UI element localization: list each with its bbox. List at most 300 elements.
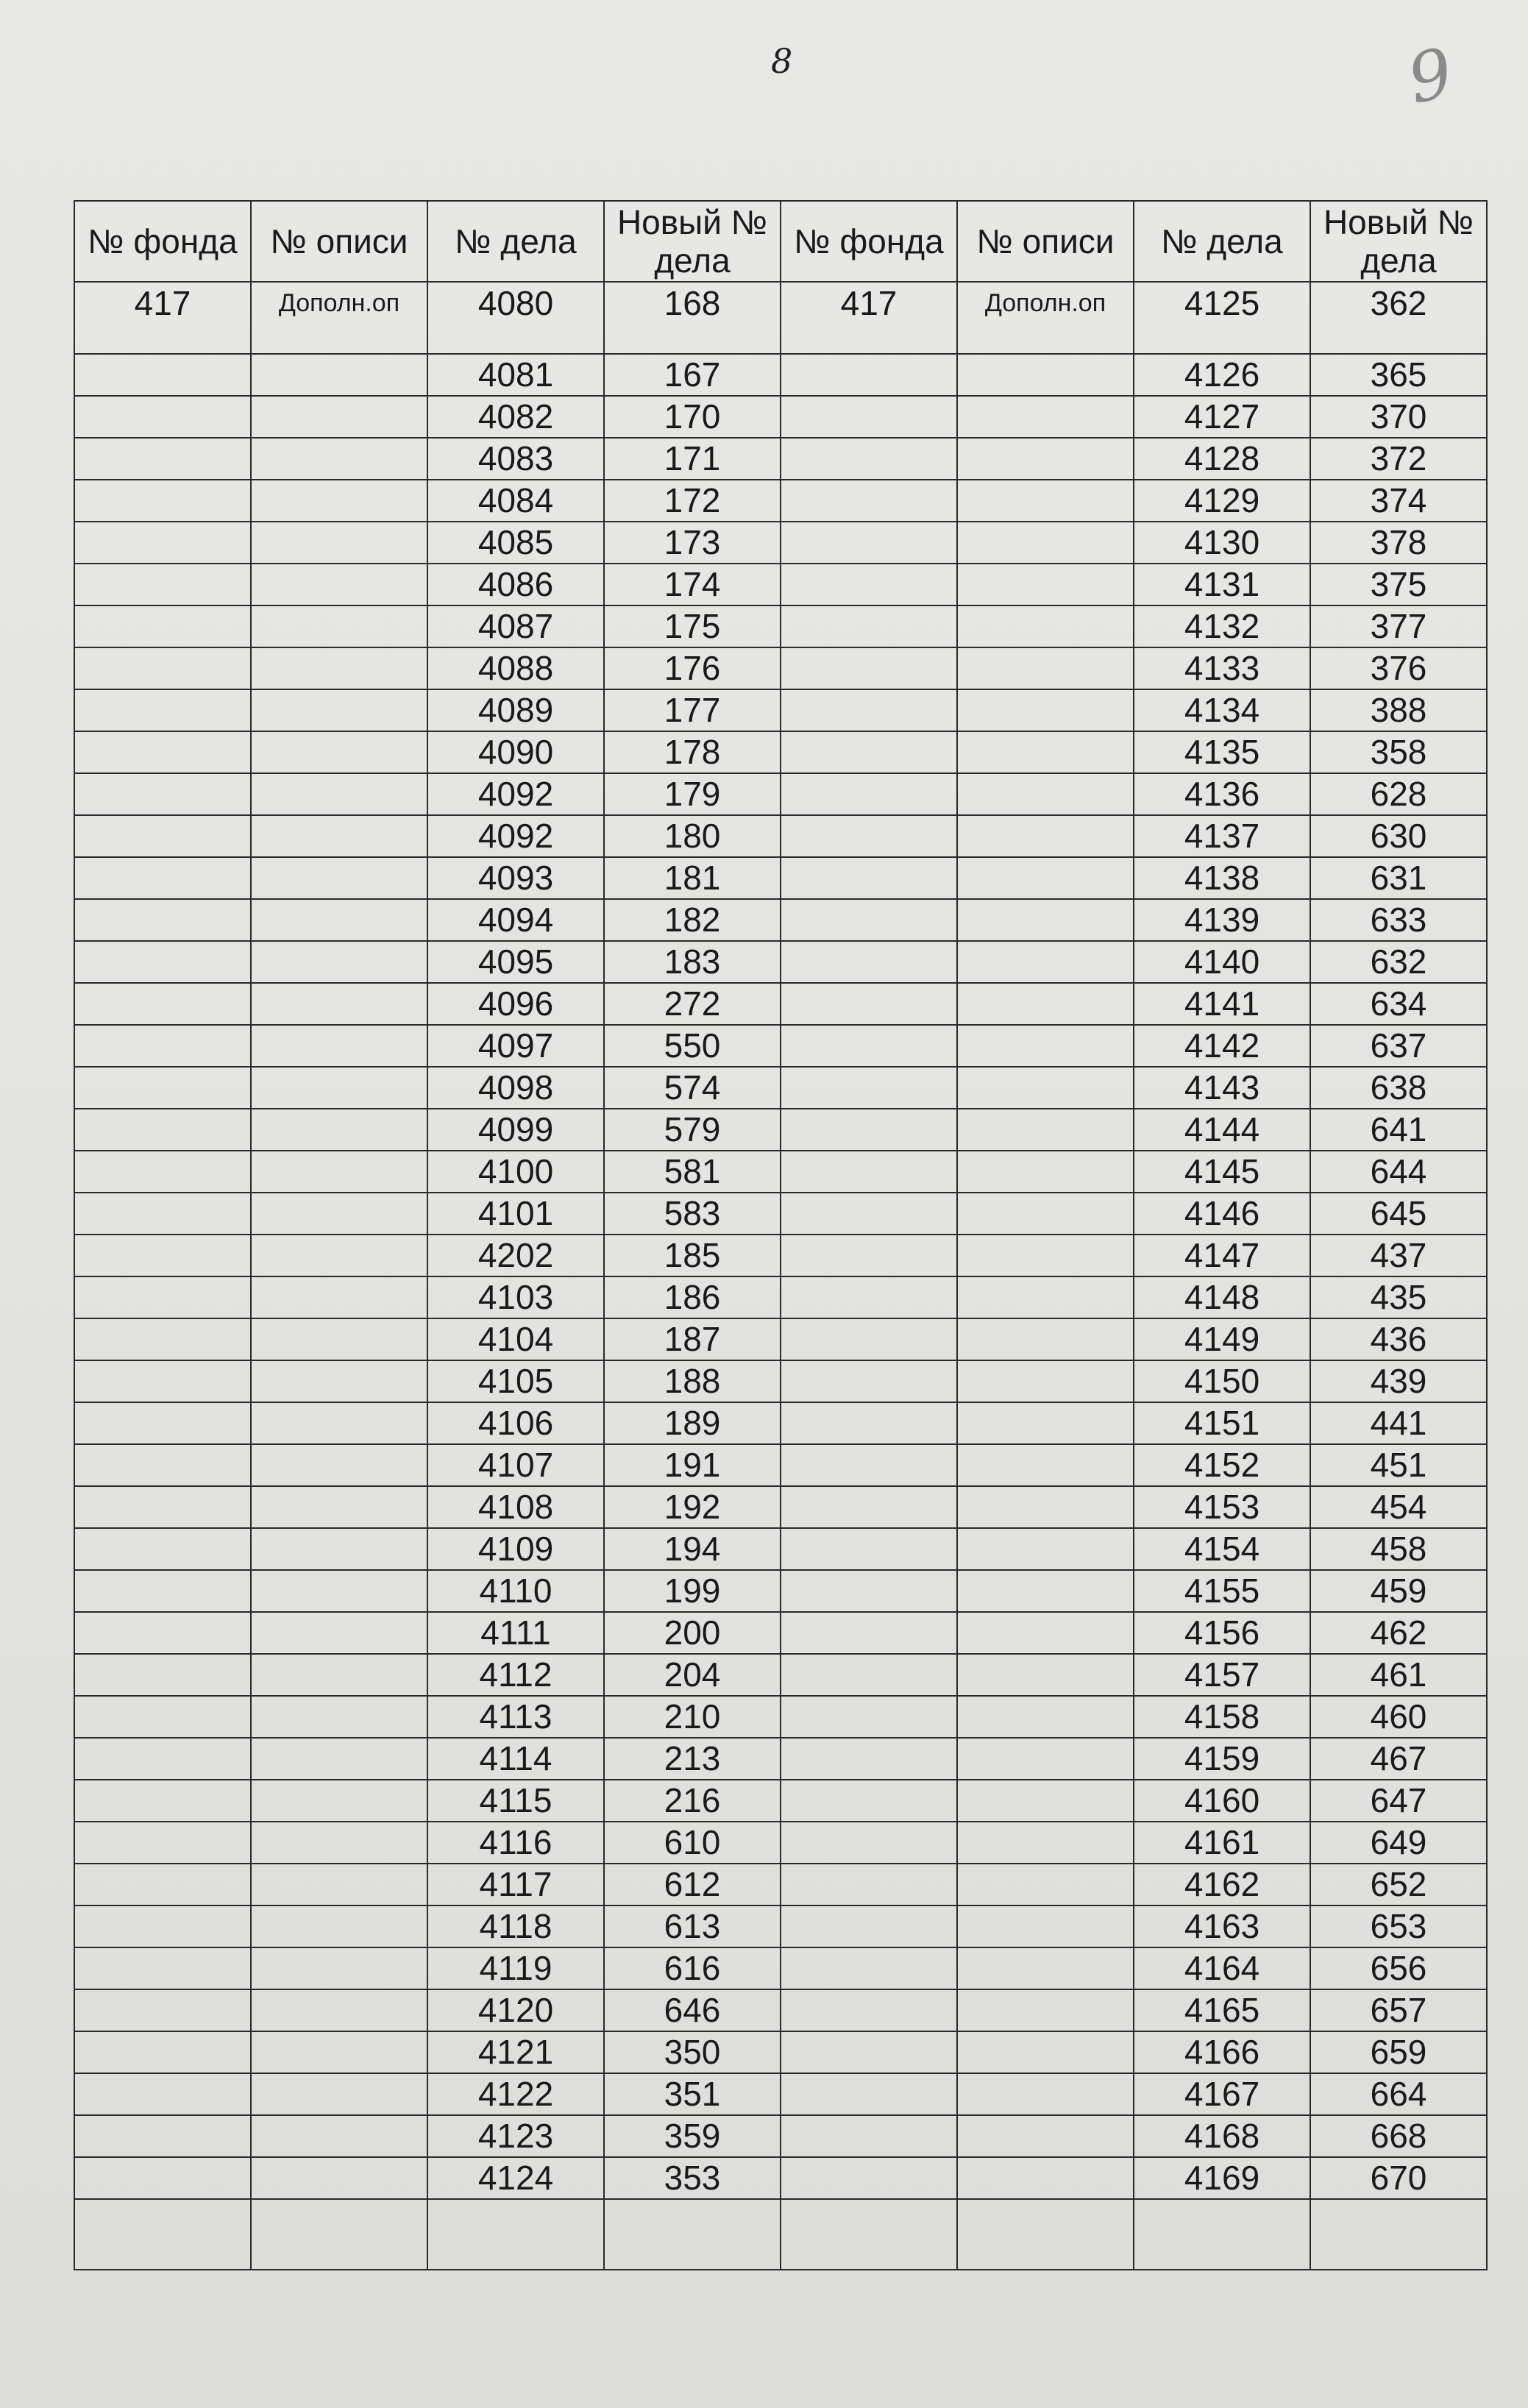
fond-cell xyxy=(781,1780,957,1822)
new-delo-cell: 377 xyxy=(1310,605,1487,647)
opis-cell xyxy=(957,983,1134,1025)
fond-cell xyxy=(781,1528,957,1570)
table-row xyxy=(74,2031,1487,2073)
fond-cell xyxy=(781,480,957,522)
fond-cell xyxy=(74,438,251,480)
fond-cell xyxy=(74,983,251,1025)
new-delo-cell: 634 xyxy=(1310,983,1487,1025)
opis-cell xyxy=(957,605,1134,647)
opis-cell xyxy=(251,1486,427,1528)
table-row xyxy=(74,1235,1487,1276)
delo-cell: 4119 xyxy=(427,1947,604,1989)
delo-cell: 4145 xyxy=(1134,1151,1310,1193)
table-row xyxy=(74,282,1487,354)
new-delo-cell: 171 xyxy=(604,438,781,480)
opis-cell xyxy=(957,1067,1134,1109)
delo-cell: 4090 xyxy=(427,731,604,773)
delo-cell: 4136 xyxy=(1134,773,1310,815)
fond-cell xyxy=(74,647,251,689)
new-delo-cell: 353 xyxy=(604,2157,781,2199)
new-delo-cell: 170 xyxy=(604,396,781,438)
delo-cell: 4134 xyxy=(1134,689,1310,731)
new-delo-cell: 374 xyxy=(1310,480,1487,522)
delo-cell: 4141 xyxy=(1134,983,1310,1025)
opis-cell xyxy=(251,2031,427,2073)
new-delo-cell: 435 xyxy=(1310,1276,1487,1318)
table-row xyxy=(74,1151,1487,1193)
fond-cell xyxy=(781,689,957,731)
new-delo-cell: 388 xyxy=(1310,689,1487,731)
opis-cell xyxy=(251,605,427,647)
opis-cell xyxy=(251,1025,427,1067)
delo-cell: 4093 xyxy=(427,857,604,899)
fond-cell: 417 xyxy=(781,282,957,354)
new-delo-cell: 350 xyxy=(604,2031,781,2073)
new-delo-cell: 372 xyxy=(1310,438,1487,480)
fond-cell xyxy=(74,1486,251,1528)
empty-cell xyxy=(427,2199,604,2270)
fond-cell xyxy=(74,480,251,522)
delo-cell: 4168 xyxy=(1134,2115,1310,2157)
new-delo-cell: 613 xyxy=(604,1906,781,1947)
new-delo-cell: 436 xyxy=(1310,1318,1487,1360)
new-delo-cell: 216 xyxy=(604,1780,781,1822)
delo-cell: 4081 xyxy=(427,354,604,396)
delo-cell: 4131 xyxy=(1134,564,1310,605)
opis-cell xyxy=(957,1570,1134,1612)
table-row xyxy=(74,1864,1487,1906)
new-delo-cell: 174 xyxy=(604,564,781,605)
opis-cell xyxy=(957,1780,1134,1822)
new-delo-cell: 375 xyxy=(1310,564,1487,605)
new-delo-cell: 204 xyxy=(604,1654,781,1696)
fond-cell xyxy=(781,1612,957,1654)
delo-cell: 4099 xyxy=(427,1109,604,1151)
new-delo-cell: 186 xyxy=(604,1276,781,1318)
new-delo-cell: 616 xyxy=(604,1947,781,1989)
opis-cell xyxy=(957,480,1134,522)
new-delo-cell: 167 xyxy=(604,354,781,396)
fond-cell xyxy=(74,941,251,983)
opis-cell xyxy=(957,2115,1134,2157)
delo-cell: 4159 xyxy=(1134,1738,1310,1780)
opis-cell xyxy=(957,396,1134,438)
opis-cell xyxy=(957,564,1134,605)
new-delo-cell: 462 xyxy=(1310,1612,1487,1654)
fond-cell xyxy=(781,1444,957,1486)
fond-cell xyxy=(781,1109,957,1151)
empty-cell xyxy=(74,2199,251,2270)
opis-cell xyxy=(251,1864,427,1906)
delo-cell: 4151 xyxy=(1134,1402,1310,1444)
new-delo-cell: 581 xyxy=(604,1151,781,1193)
opis-cell xyxy=(251,1822,427,1864)
fond-cell xyxy=(74,1738,251,1780)
new-delo-cell: 175 xyxy=(604,605,781,647)
delo-cell: 4139 xyxy=(1134,899,1310,941)
delo-cell: 4133 xyxy=(1134,647,1310,689)
new-delo-cell: 181 xyxy=(604,857,781,899)
delo-cell: 4115 xyxy=(427,1780,604,1822)
fond-cell xyxy=(781,1947,957,1989)
opis-cell xyxy=(251,1780,427,1822)
table-row xyxy=(74,1109,1487,1151)
new-delo-cell: 362 xyxy=(1310,282,1487,354)
opis-cell xyxy=(957,1696,1134,1738)
fond-cell xyxy=(781,1067,957,1109)
fond-cell: 417 xyxy=(74,282,251,354)
new-delo-cell: 637 xyxy=(1310,1025,1487,1067)
new-delo-cell: 628 xyxy=(1310,773,1487,815)
fond-cell xyxy=(74,396,251,438)
fond-cell xyxy=(74,1696,251,1738)
fond-cell xyxy=(781,1486,957,1528)
fond-cell xyxy=(781,983,957,1025)
delo-cell: 4162 xyxy=(1134,1864,1310,1906)
opis-cell xyxy=(251,1151,427,1193)
delo-cell: 4156 xyxy=(1134,1612,1310,1654)
opis-cell xyxy=(251,1612,427,1654)
new-delo-cell: 168 xyxy=(604,282,781,354)
new-delo-cell: 182 xyxy=(604,899,781,941)
opis-cell xyxy=(957,1276,1134,1318)
table-row xyxy=(74,396,1487,438)
delo-cell: 4105 xyxy=(427,1360,604,1402)
fond-cell xyxy=(74,1906,251,1947)
fond-cell xyxy=(781,564,957,605)
delo-cell: 4149 xyxy=(1134,1318,1310,1360)
fond-cell xyxy=(781,605,957,647)
new-delo-cell: 653 xyxy=(1310,1906,1487,1947)
new-delo-cell: 460 xyxy=(1310,1696,1487,1738)
fond-cell xyxy=(74,522,251,564)
table-row xyxy=(74,1067,1487,1109)
fond-cell xyxy=(74,1444,251,1486)
case-renumbering-table xyxy=(74,200,1488,2270)
table-row xyxy=(74,522,1487,564)
delo-cell: 4092 xyxy=(427,773,604,815)
delo-cell: 4101 xyxy=(427,1193,604,1235)
header-fond: № фонда xyxy=(74,201,251,282)
new-delo-cell: 461 xyxy=(1310,1654,1487,1696)
delo-cell: 4125 xyxy=(1134,282,1310,354)
delo-cell: 4143 xyxy=(1134,1067,1310,1109)
delo-cell: 4086 xyxy=(427,564,604,605)
table-row xyxy=(74,857,1487,899)
header-fond: № фонда xyxy=(781,201,957,282)
fond-cell xyxy=(781,1276,957,1318)
table-row xyxy=(74,438,1487,480)
delo-cell: 4108 xyxy=(427,1486,604,1528)
new-delo-cell: 192 xyxy=(604,1486,781,1528)
new-delo-cell: 180 xyxy=(604,815,781,857)
opis-cell: Дополн.оп xyxy=(957,282,1134,354)
empty-cell xyxy=(781,2199,957,2270)
header-opis: № описи xyxy=(251,201,427,282)
fond-cell xyxy=(74,1318,251,1360)
delo-cell: 4157 xyxy=(1134,1654,1310,1696)
delo-cell: 4084 xyxy=(427,480,604,522)
delo-cell: 4138 xyxy=(1134,857,1310,899)
new-delo-cell: 630 xyxy=(1310,815,1487,857)
delo-cell: 4095 xyxy=(427,941,604,983)
new-delo-cell: 189 xyxy=(604,1402,781,1444)
fond-cell xyxy=(74,605,251,647)
new-delo-cell: 657 xyxy=(1310,1989,1487,2031)
opis-cell xyxy=(251,1193,427,1235)
table-row xyxy=(74,941,1487,983)
opis-cell: Дополн.оп xyxy=(251,282,427,354)
delo-cell: 4121 xyxy=(427,2031,604,2073)
new-delo-cell: 550 xyxy=(604,1025,781,1067)
opis-cell xyxy=(957,1151,1134,1193)
table-row xyxy=(74,2157,1487,2199)
fond-cell xyxy=(74,1864,251,1906)
delo-cell: 4083 xyxy=(427,438,604,480)
delo-cell: 4111 xyxy=(427,1612,604,1654)
opis-cell xyxy=(957,1318,1134,1360)
opis-cell xyxy=(957,773,1134,815)
delo-cell: 4100 xyxy=(427,1151,604,1193)
new-delo-cell: 194 xyxy=(604,1528,781,1570)
new-delo-cell: 441 xyxy=(1310,1402,1487,1444)
fond-cell xyxy=(74,1402,251,1444)
table-row xyxy=(74,1402,1487,1444)
empty-row xyxy=(74,2199,1487,2270)
table-row xyxy=(74,1654,1487,1696)
empty-cell xyxy=(1134,2199,1310,2270)
new-delo-cell: 437 xyxy=(1310,1235,1487,1276)
opis-cell xyxy=(251,815,427,857)
fond-cell xyxy=(781,1402,957,1444)
delo-cell: 4152 xyxy=(1134,1444,1310,1486)
new-delo-cell: 670 xyxy=(1310,2157,1487,2199)
new-delo-cell: 439 xyxy=(1310,1360,1487,1402)
new-delo-cell: 172 xyxy=(604,480,781,522)
opis-cell xyxy=(251,1444,427,1486)
new-delo-cell: 272 xyxy=(604,983,781,1025)
table-row xyxy=(74,773,1487,815)
opis-cell xyxy=(957,1486,1134,1528)
new-delo-cell: 183 xyxy=(604,941,781,983)
new-delo-cell: 647 xyxy=(1310,1780,1487,1822)
new-delo-cell: 378 xyxy=(1310,522,1487,564)
empty-cell xyxy=(604,2199,781,2270)
new-delo-cell: 610 xyxy=(604,1822,781,1864)
delo-cell: 4202 xyxy=(427,1235,604,1276)
opis-cell xyxy=(251,1738,427,1780)
fond-cell xyxy=(74,815,251,857)
fond-cell xyxy=(781,354,957,396)
fond-cell xyxy=(781,1235,957,1276)
opis-cell xyxy=(251,354,427,396)
opis-cell xyxy=(957,1822,1134,1864)
opis-cell xyxy=(251,1402,427,1444)
opis-cell xyxy=(251,2115,427,2157)
new-delo-cell: 583 xyxy=(604,1193,781,1235)
opis-cell xyxy=(957,438,1134,480)
delo-cell: 4155 xyxy=(1134,1570,1310,1612)
opis-cell xyxy=(957,1193,1134,1235)
fond-cell xyxy=(74,1822,251,1864)
fond-cell xyxy=(74,1654,251,1696)
delo-cell: 4167 xyxy=(1134,2073,1310,2115)
opis-cell xyxy=(251,1654,427,1696)
new-delo-cell: 638 xyxy=(1310,1067,1487,1109)
fond-cell xyxy=(781,1570,957,1612)
delo-cell: 4127 xyxy=(1134,396,1310,438)
delo-cell: 4117 xyxy=(427,1864,604,1906)
table-row xyxy=(74,1989,1487,2031)
header-delo: № дела xyxy=(1134,201,1310,282)
opis-cell xyxy=(251,1696,427,1738)
table-row xyxy=(74,815,1487,857)
delo-cell: 4096 xyxy=(427,983,604,1025)
table-row xyxy=(74,1822,1487,1864)
fond-cell xyxy=(74,1360,251,1402)
new-delo-cell: 454 xyxy=(1310,1486,1487,1528)
fond-cell xyxy=(74,899,251,941)
fond-cell xyxy=(74,1151,251,1193)
delo-cell: 4082 xyxy=(427,396,604,438)
fond-cell xyxy=(781,1906,957,1947)
table-row xyxy=(74,1276,1487,1318)
opis-cell xyxy=(251,773,427,815)
delo-cell: 4118 xyxy=(427,1906,604,1947)
fond-cell xyxy=(781,941,957,983)
table-row xyxy=(74,354,1487,396)
opis-cell xyxy=(957,1989,1134,2031)
fond-cell xyxy=(781,2157,957,2199)
delo-cell: 4130 xyxy=(1134,522,1310,564)
delo-cell: 4114 xyxy=(427,1738,604,1780)
header-opis: № описи xyxy=(957,201,1134,282)
empty-cell xyxy=(1310,2199,1487,2270)
opis-cell xyxy=(251,941,427,983)
empty-cell xyxy=(957,2199,1134,2270)
table-row xyxy=(74,1906,1487,1947)
delo-cell: 4112 xyxy=(427,1654,604,1696)
delo-cell: 4124 xyxy=(427,2157,604,2199)
new-delo-cell: 645 xyxy=(1310,1193,1487,1235)
header-row xyxy=(74,201,1487,282)
new-delo-cell: 179 xyxy=(604,773,781,815)
opis-cell xyxy=(251,1318,427,1360)
fond-cell xyxy=(74,2157,251,2199)
fond-cell xyxy=(74,1947,251,1989)
opis-cell xyxy=(957,1528,1134,1570)
fond-cell xyxy=(781,1654,957,1696)
new-delo-cell: 631 xyxy=(1310,857,1487,899)
opis-cell xyxy=(957,2157,1134,2199)
fond-cell xyxy=(781,1696,957,1738)
fond-cell xyxy=(74,1780,251,1822)
delo-cell: 4132 xyxy=(1134,605,1310,647)
table-row xyxy=(74,1528,1487,1570)
delo-cell: 4104 xyxy=(427,1318,604,1360)
new-delo-cell: 458 xyxy=(1310,1528,1487,1570)
new-delo-cell: 633 xyxy=(1310,899,1487,941)
new-delo-cell: 659 xyxy=(1310,2031,1487,2073)
delo-cell: 4153 xyxy=(1134,1486,1310,1528)
new-delo-cell: 459 xyxy=(1310,1570,1487,1612)
fond-cell xyxy=(74,2031,251,2073)
new-delo-cell: 188 xyxy=(604,1360,781,1402)
opis-cell xyxy=(957,1360,1134,1402)
delo-cell: 4165 xyxy=(1134,1989,1310,2031)
new-delo-cell: 178 xyxy=(604,731,781,773)
fond-cell xyxy=(74,1109,251,1151)
new-delo-cell: 656 xyxy=(1310,1947,1487,1989)
new-delo-cell: 199 xyxy=(604,1570,781,1612)
table-row xyxy=(74,1444,1487,1486)
opis-cell xyxy=(957,899,1134,941)
new-delo-cell: 200 xyxy=(604,1612,781,1654)
fond-cell xyxy=(781,857,957,899)
opis-cell xyxy=(251,731,427,773)
delo-cell: 4103 xyxy=(427,1276,604,1318)
delo-cell: 4113 xyxy=(427,1696,604,1738)
new-delo-cell: 177 xyxy=(604,689,781,731)
fond-cell xyxy=(781,396,957,438)
opis-cell xyxy=(957,1444,1134,1486)
table-row xyxy=(74,2115,1487,2157)
fond-cell xyxy=(781,1151,957,1193)
delo-cell: 4144 xyxy=(1134,1109,1310,1151)
new-delo-cell: 467 xyxy=(1310,1738,1487,1780)
delo-cell: 4097 xyxy=(427,1025,604,1067)
fond-cell xyxy=(74,1193,251,1235)
fond-cell xyxy=(781,1738,957,1780)
delo-cell: 4169 xyxy=(1134,2157,1310,2199)
opis-cell xyxy=(957,1612,1134,1654)
new-delo-cell: 579 xyxy=(604,1109,781,1151)
opis-cell xyxy=(251,1989,427,2031)
table-row xyxy=(74,1570,1487,1612)
delo-cell: 4164 xyxy=(1134,1947,1310,1989)
opis-cell xyxy=(251,564,427,605)
delo-cell: 4154 xyxy=(1134,1528,1310,1570)
table-row xyxy=(74,480,1487,522)
fond-cell xyxy=(781,1193,957,1235)
table-row xyxy=(74,689,1487,731)
delo-cell: 4107 xyxy=(427,1444,604,1486)
delo-cell: 4109 xyxy=(427,1528,604,1570)
new-delo-cell: 664 xyxy=(1310,2073,1487,2115)
delo-cell: 4158 xyxy=(1134,1696,1310,1738)
table-row xyxy=(74,899,1487,941)
opis-cell xyxy=(957,2073,1134,2115)
fond-cell xyxy=(781,2073,957,2115)
fond-cell xyxy=(74,564,251,605)
fond-cell xyxy=(74,1612,251,1654)
new-delo-cell: 358 xyxy=(1310,731,1487,773)
table-row xyxy=(74,731,1487,773)
delo-cell: 4166 xyxy=(1134,2031,1310,2073)
new-delo-cell: 359 xyxy=(604,2115,781,2157)
table-row xyxy=(74,564,1487,605)
delo-cell: 4088 xyxy=(427,647,604,689)
delo-cell: 4089 xyxy=(427,689,604,731)
delo-cell: 4087 xyxy=(427,605,604,647)
new-delo-cell: 213 xyxy=(604,1738,781,1780)
new-delo-cell: 649 xyxy=(1310,1822,1487,1864)
fond-cell xyxy=(74,1025,251,1067)
fond-cell xyxy=(781,773,957,815)
new-delo-cell: 376 xyxy=(1310,647,1487,689)
new-delo-cell: 632 xyxy=(1310,941,1487,983)
new-delo-cell: 370 xyxy=(1310,396,1487,438)
